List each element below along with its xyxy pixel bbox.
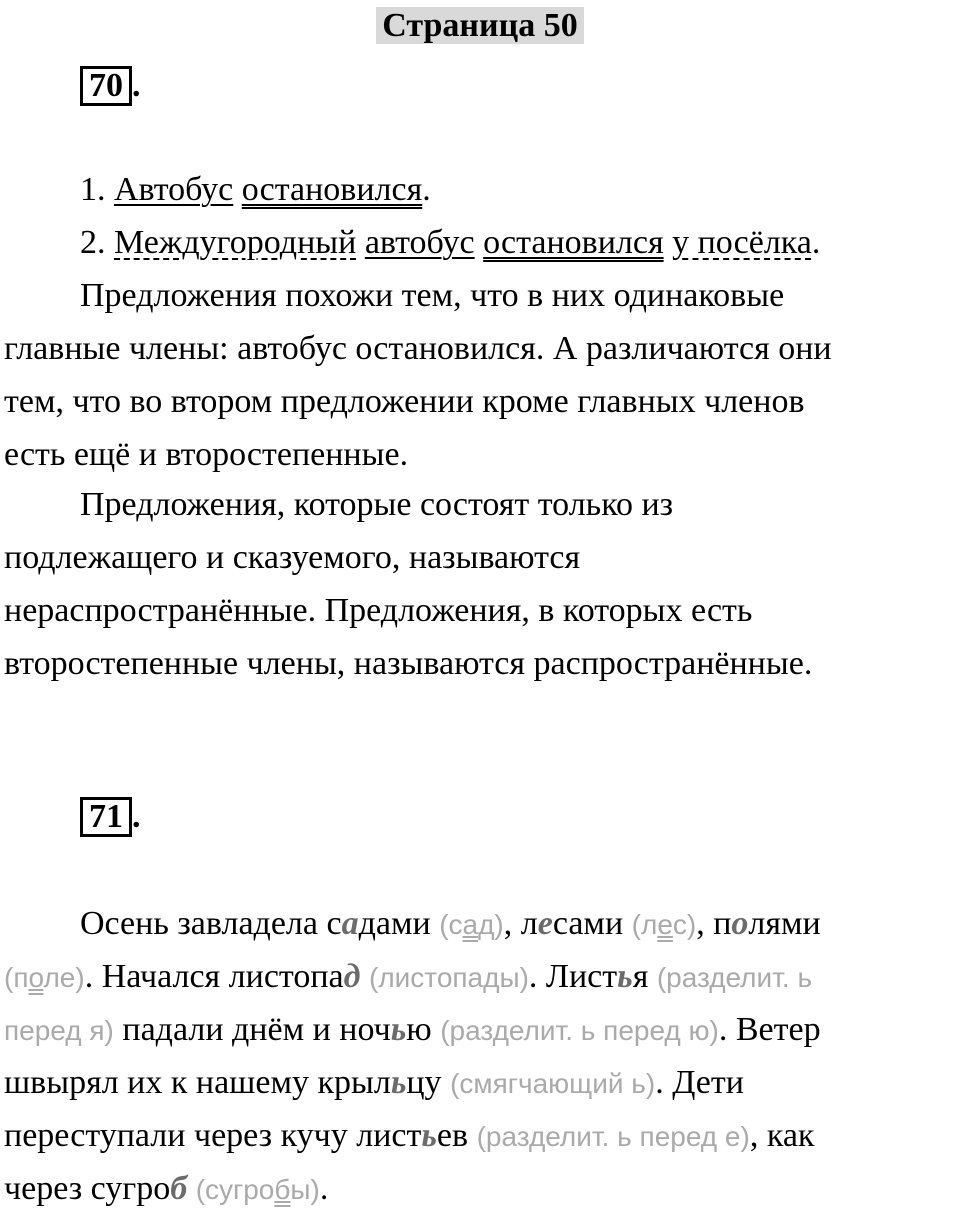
paragraph-line: подлежащего и сказуемого, называются [4, 539, 581, 576]
sentence-1: 1. Автобус остановился. [80, 171, 431, 208]
subject-word: Автобус [114, 171, 234, 208]
text-line-2: (поле). Начался листопад (листопады). Листья (разделит. ь [4, 958, 813, 995]
paragraph-line: есть ещё и второстепенные. [4, 436, 409, 473]
text-line-6: через сугроб (сугробы). [4, 1170, 329, 1207]
paragraph-line: главные члены: автобус остановился. А различаются они [4, 330, 832, 367]
task-number-box: 71 [80, 797, 132, 837]
paragraph-line: тем, что во втором предложении кроме главных членов [4, 383, 805, 420]
subject-word: автобус [364, 224, 475, 261]
adverbial-phrase: у посёлка [672, 224, 812, 261]
predicate-word: остановился [483, 224, 664, 261]
predicate-word: остановился [241, 171, 423, 208]
paragraph-line: нераспространённые. Предложения, в которых есть [4, 592, 753, 629]
text-line-3: перед я) падали днём и ночью (разделит. ь перед ю). Ветер [4, 1011, 821, 1048]
paragraph-line: Предложения похожи тем, что в них одинаковые [80, 277, 785, 314]
paragraph-line: Предложения, которые состоят только из [80, 486, 674, 523]
page-title: Страница 50 [376, 7, 583, 44]
attribute-word: Междугородный [114, 224, 357, 261]
task-70-number: 70 . [80, 66, 141, 106]
text-line-1: Осень завладела садами (сад), лесами (лес), полями [80, 905, 821, 942]
task-71-number: 71 . [80, 797, 141, 837]
task-number-box: 70 [80, 66, 132, 106]
page-title-bar [0, 4, 960, 48]
sentence-2: 2. Междугородный автобус остановился у посёлка. [80, 224, 821, 261]
text-line-5: переступали через кучу листьев (разделит. ь перед е), как [4, 1117, 815, 1154]
text-line-4: швырял их к нашему крыльцу (смягчающий ь). Дети [4, 1064, 744, 1101]
paragraph-line: второстепенные члены, называются распространённые. [4, 645, 813, 682]
